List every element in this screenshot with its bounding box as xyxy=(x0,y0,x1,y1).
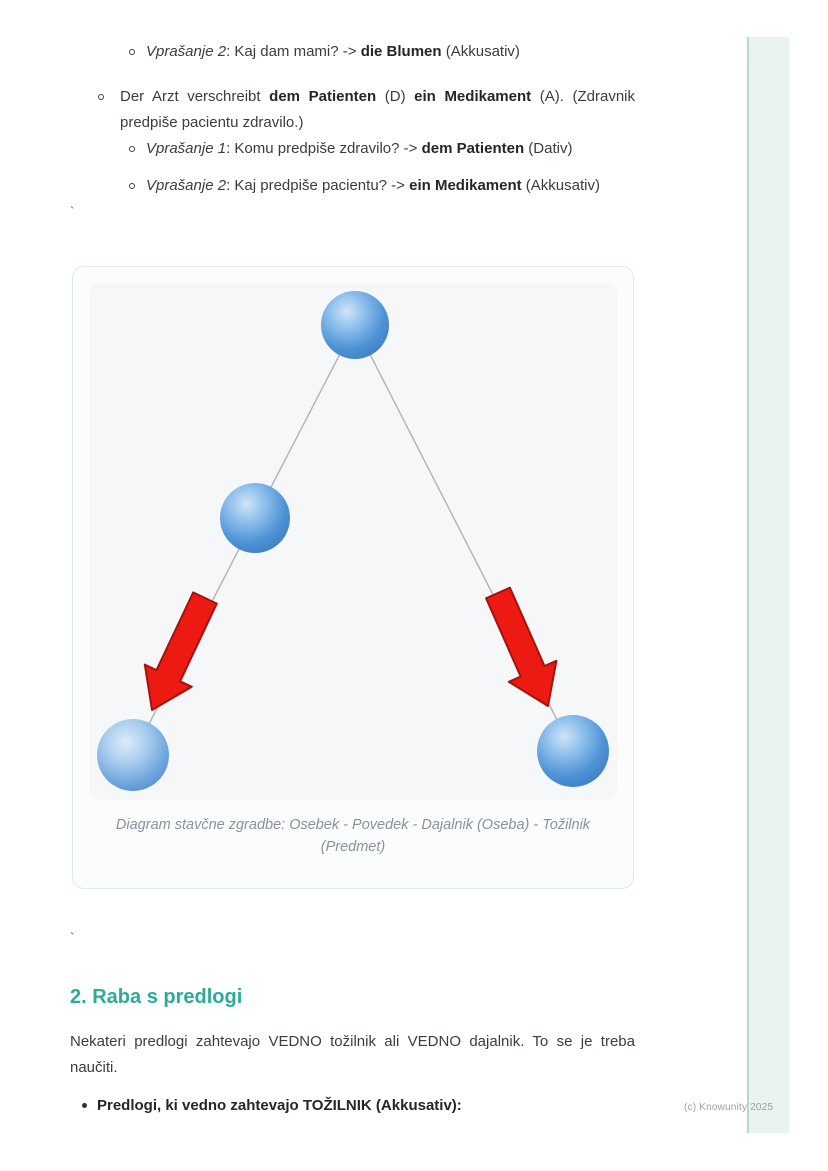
stray-backtick: ` xyxy=(70,930,75,945)
sentence-structure-diagram xyxy=(89,283,617,800)
document-content xyxy=(70,0,635,1119)
list-item-text: dem Patienten xyxy=(269,88,377,105)
sphere-node-middle-left xyxy=(220,483,290,553)
section-heading: 2. Raba s predlogi xyxy=(70,986,243,1008)
list-item xyxy=(70,1093,635,1119)
list-item-text: : Komu predpiše zdravilo? -> xyxy=(226,140,422,157)
section-paragraph: Nekateri predlogi zahtevajo VEDNO tožilnik ali VEDNO dajalnik. To se je treba naučiti. xyxy=(70,1033,635,1076)
list-item-text: Vprašanje 1 xyxy=(146,140,227,157)
list-item xyxy=(70,39,635,65)
list-item-text: Predlogi, ki vedno zahtevajo TOŽILNIK (Akkusativ): xyxy=(97,1097,462,1114)
list-item-text: Der Arzt verschreibt xyxy=(120,88,270,105)
list-item-text: die Blumen xyxy=(360,43,442,60)
filled-bullet-icon xyxy=(82,1103,87,1108)
hollow-bullet-icon xyxy=(129,49,135,55)
stray-backtick: ` xyxy=(70,204,75,219)
diagram-svg xyxy=(89,283,617,800)
list-item xyxy=(70,136,635,162)
red-arrow-right-icon xyxy=(486,588,556,706)
hollow-bullet-icon xyxy=(98,94,104,100)
list-item-text: (Dativ) xyxy=(524,140,573,157)
list-item-text: (Akkusativ) xyxy=(441,43,520,60)
list-item-text: ein Medikament xyxy=(409,177,522,194)
figure-caption: Diagram stavčne zgradbe: Osebek - Povedek - Dajalnik (Oseba) - Tožilnik (Predmet) xyxy=(115,817,591,855)
list-item-text: : Kaj dam mami? -> xyxy=(226,43,361,60)
sphere-node-bottom-right xyxy=(537,715,609,787)
red-arrow-left-icon xyxy=(145,592,217,710)
hollow-bullet-icon xyxy=(129,146,135,152)
list-item-text: Vprašanje 2 xyxy=(146,43,227,60)
list-item xyxy=(70,173,635,199)
list-item-text: (Akkusativ) xyxy=(521,177,600,194)
page-accent-bar xyxy=(747,37,789,1133)
list-item-text: : Kaj predpiše pacientu? -> xyxy=(226,177,410,194)
sphere-node-top xyxy=(321,291,389,359)
watermark: (c) Knowunity 2025 xyxy=(684,1102,774,1113)
figure-card xyxy=(72,266,634,889)
list-item-text: dem Patienten xyxy=(421,140,525,157)
list-item-text: Vprašanje 2 xyxy=(146,177,227,194)
list-item-text: ein Medikament xyxy=(414,88,532,105)
list-item xyxy=(70,84,635,136)
list-item-text: (A). (Zdravnik predpiše pacientu zdravilo.) xyxy=(120,88,636,131)
list-item-text: (D) xyxy=(376,88,415,105)
sphere-node-bottom-left xyxy=(97,719,169,791)
hollow-bullet-icon xyxy=(129,183,135,189)
